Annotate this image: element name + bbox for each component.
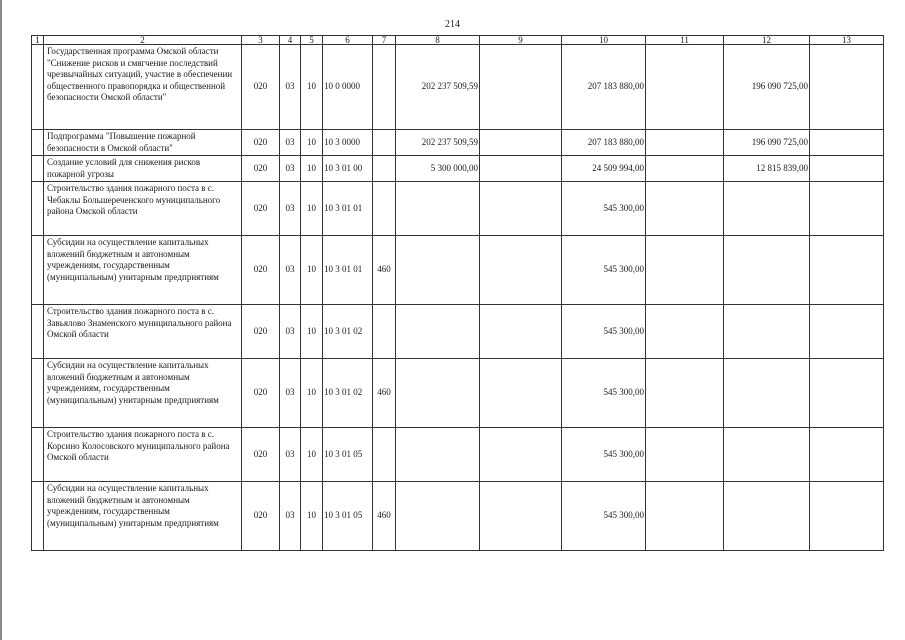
table-row (32, 182, 884, 236)
row-number-cell (32, 305, 44, 359)
cell-c10: 545 300,00 (562, 236, 646, 305)
column-header: 8 (396, 36, 480, 45)
table-row (32, 359, 884, 428)
cell-c8 (396, 305, 480, 359)
cell-c9 (480, 182, 562, 236)
cell-c8 (396, 428, 480, 482)
cell-c11 (646, 359, 724, 428)
cell-c7 (373, 182, 396, 236)
cell-c7 (373, 305, 396, 359)
cell-c11 (646, 182, 724, 236)
cell-c12 (724, 482, 810, 551)
cell-c7 (373, 428, 396, 482)
column-header: 11 (646, 36, 724, 45)
cell-c13 (810, 156, 884, 182)
row-number-cell (32, 482, 44, 551)
cell-c5: 10 (301, 236, 323, 305)
row-name-cell: Строительство здания пожарного поста в с. Чебаклы Большереченского муниципального района Омской области (44, 182, 242, 236)
table-row (32, 236, 884, 305)
cell-c7: 460 (373, 236, 396, 305)
cell-c9 (480, 482, 562, 551)
budget-table (31, 35, 884, 551)
cell-c7 (373, 156, 396, 182)
cell-c11 (646, 156, 724, 182)
cell-c10: 545 300,00 (562, 359, 646, 428)
cell-c4: 03 (280, 156, 301, 182)
cell-c5: 10 (301, 130, 323, 156)
cell-c9 (480, 236, 562, 305)
cell-c9 (480, 45, 562, 130)
row-number-cell (32, 359, 44, 428)
row-number-cell (32, 156, 44, 182)
cell-c8 (396, 182, 480, 236)
row-name-cell: Строительство здания пожарного поста в с. Завьялово Знаменского муниципального района Омской области (44, 305, 242, 359)
cell-c10: 207 183 880,00 (562, 45, 646, 130)
cell-c11 (646, 45, 724, 130)
cell-c9 (480, 130, 562, 156)
row-number-cell (32, 428, 44, 482)
column-header: 12 (724, 36, 810, 45)
cell-c8: 5 300 000,00 (396, 156, 480, 182)
cell-c10: 545 300,00 (562, 428, 646, 482)
cell-c12 (724, 428, 810, 482)
row-name-cell: Строительство здания пожарного поста в с. Корсино Колосовского муниципального района Омской области (44, 428, 242, 482)
cell-c12 (724, 236, 810, 305)
cell-c9 (480, 305, 562, 359)
cell-c11 (646, 482, 724, 551)
row-number-cell (32, 182, 44, 236)
cell-c6: 10 3 01 00 (323, 156, 373, 182)
row-name-cell: Подпрограмма "Повышение пожарной безопасности в Омской области" (44, 130, 242, 156)
scan-edge (0, 0, 2, 640)
cell-c5: 10 (301, 182, 323, 236)
column-header: 9 (480, 36, 562, 45)
cell-c11 (646, 236, 724, 305)
column-header: 5 (301, 36, 323, 45)
row-name-cell: Субсидии на осуществление капитальных вложений бюджетным и автономным учреждениям, государственным (муниципальным) унитарным предприятиям (44, 482, 242, 551)
cell-c7 (373, 45, 396, 130)
cell-c12 (724, 182, 810, 236)
cell-c4: 03 (280, 482, 301, 551)
table-body (32, 45, 884, 551)
cell-c3: 020 (242, 359, 280, 428)
cell-c12: 12 815 839,00 (724, 156, 810, 182)
row-number-cell (32, 236, 44, 305)
cell-c6: 10 3 01 02 (323, 359, 373, 428)
cell-c4: 03 (280, 305, 301, 359)
cell-c13 (810, 182, 884, 236)
cell-c4: 03 (280, 130, 301, 156)
cell-c4: 03 (280, 45, 301, 130)
cell-c3: 020 (242, 45, 280, 130)
table-row (32, 156, 884, 182)
cell-c12: 196 090 725,00 (724, 130, 810, 156)
cell-c5: 10 (301, 428, 323, 482)
cell-c5: 10 (301, 359, 323, 428)
cell-c13 (810, 482, 884, 551)
column-header: 3 (242, 36, 280, 45)
cell-c5: 10 (301, 45, 323, 130)
cell-c6: 10 3 01 02 (323, 305, 373, 359)
row-name-cell: Государственная программа Омской области "Снижение рисков и смягчение последствий чрезвычайных ситуаций, участие в обеспечении общественного правопорядка и общественной безопасности Омской области" (44, 45, 242, 130)
cell-c11 (646, 305, 724, 359)
cell-c7: 460 (373, 359, 396, 428)
row-name-cell: Субсидии на осуществление капитальных вложений бюджетным и автономным учреждениям, государственным (муниципальным) унитарным предприятиям (44, 359, 242, 428)
cell-c4: 03 (280, 236, 301, 305)
cell-c9 (480, 156, 562, 182)
cell-c3: 020 (242, 156, 280, 182)
cell-c5: 10 (301, 305, 323, 359)
row-number-cell (32, 130, 44, 156)
row-name-cell: Создание условий для снижения рисков пожарной угрозы (44, 156, 242, 182)
column-header: 13 (810, 36, 884, 45)
cell-c8 (396, 359, 480, 428)
cell-c9 (480, 428, 562, 482)
table-row (32, 428, 884, 482)
column-number-row (32, 36, 884, 45)
cell-c4: 03 (280, 359, 301, 428)
cell-c8: 202 237 509,59 (396, 45, 480, 130)
table-row (32, 305, 884, 359)
row-number-cell (32, 45, 44, 130)
cell-c3: 020 (242, 130, 280, 156)
cell-c6: 10 0 0000 (323, 45, 373, 130)
cell-c12 (724, 359, 810, 428)
table-row (32, 45, 884, 130)
table-row (32, 130, 884, 156)
column-header: 2 (44, 36, 242, 45)
cell-c13 (810, 45, 884, 130)
table-row (32, 482, 884, 551)
cell-c3: 020 (242, 182, 280, 236)
cell-c12: 196 090 725,00 (724, 45, 810, 130)
cell-c11 (646, 130, 724, 156)
cell-c5: 10 (301, 156, 323, 182)
page-number: 214 (445, 19, 460, 30)
cell-c6: 10 3 0000 (323, 130, 373, 156)
column-header: 1 (32, 36, 44, 45)
cell-c13 (810, 305, 884, 359)
cell-c10: 545 300,00 (562, 182, 646, 236)
cell-c8: 202 237 509,59 (396, 130, 480, 156)
cell-c7 (373, 130, 396, 156)
cell-c6: 10 3 01 05 (323, 482, 373, 551)
cell-c9 (480, 359, 562, 428)
cell-c13 (810, 359, 884, 428)
cell-c8 (396, 482, 480, 551)
cell-c6: 10 3 01 05 (323, 428, 373, 482)
cell-c3: 020 (242, 482, 280, 551)
cell-c10: 207 183 880,00 (562, 130, 646, 156)
cell-c10: 545 300,00 (562, 482, 646, 551)
column-header: 7 (373, 36, 396, 45)
cell-c8 (396, 236, 480, 305)
cell-c10: 545 300,00 (562, 305, 646, 359)
row-name-cell: Субсидии на осуществление капитальных вложений бюджетным и автономным учреждениям, государственным (муниципальным) унитарным предприятиям (44, 236, 242, 305)
cell-c3: 020 (242, 236, 280, 305)
cell-c3: 020 (242, 428, 280, 482)
column-header: 4 (280, 36, 301, 45)
cell-c12 (724, 305, 810, 359)
cell-c3: 020 (242, 305, 280, 359)
cell-c13 (810, 236, 884, 305)
cell-c11 (646, 428, 724, 482)
column-header: 6 (323, 36, 373, 45)
cell-c6: 10 3 01 01 (323, 236, 373, 305)
cell-c10: 24 509 994,00 (562, 156, 646, 182)
column-header: 10 (562, 36, 646, 45)
cell-c4: 03 (280, 182, 301, 236)
cell-c7: 460 (373, 482, 396, 551)
cell-c13 (810, 130, 884, 156)
cell-c6: 10 3 01 01 (323, 182, 373, 236)
cell-c5: 10 (301, 482, 323, 551)
cell-c4: 03 (280, 428, 301, 482)
cell-c13 (810, 428, 884, 482)
